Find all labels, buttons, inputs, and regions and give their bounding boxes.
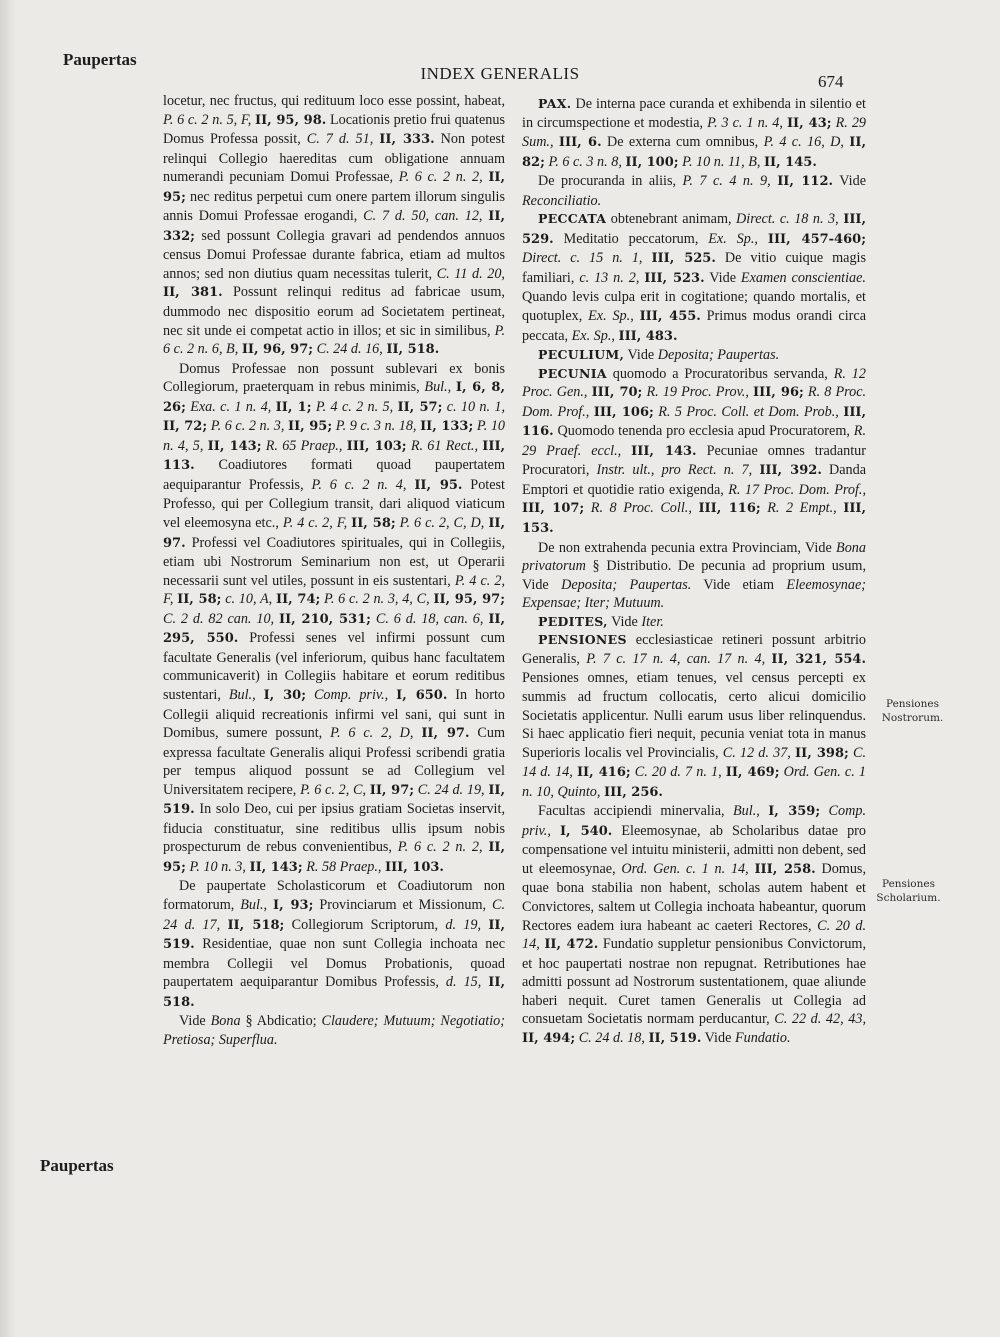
volume-reference: III, 392. [759,463,822,479]
entry-text [256,687,264,703]
citation-text: Direct. c. 15 n. 1, [522,250,643,267]
volume-reference: II, 112. [777,174,834,190]
entry-text: § Abdicatio; [240,1013,322,1030]
entry-text: Danda Emptori et quotidie ratio exigenda, [522,462,867,498]
citation-text: C. 24 d. 18, [578,1029,645,1046]
entry-text: De vitio cuique magis familiari, [522,250,867,286]
volume-reference: II, 97. [421,726,470,742]
citation-text: P. 6 c. 2, D, [330,725,414,742]
index-entry-paragraph [522,365,866,539]
entry-text: De procuranda in aliis, [538,173,683,190]
citation-text: R. 61 Rect., [410,437,479,454]
entry-text: Vide [833,173,866,190]
entry-text: locetur, nec fructus, qui redituum loco esse possint, habeat, [163,93,505,109]
citation-text: P. 6 c. 2 n. 5, F, [163,111,252,128]
citation-text: Comp. priv., [522,803,866,839]
citation-text: Deposita; Paupertas. [561,576,692,593]
entry-text: Coadiutores formati quoad paupertatem aequiparantur Professis, [163,457,505,493]
volume-reference: III, 113. [163,438,506,474]
volume-reference: I, 30; [263,687,307,703]
citation-text: Bul., [228,686,256,703]
running-foot-left: Paupertas [40,1156,114,1175]
citation-text: P. 4 c. 2, F, [282,515,348,532]
volume-reference: II, 72; [163,419,208,435]
citation-text: Bul., [240,896,268,913]
entry-text: ecclesiasticae retineri possunt arbitrio Generalis, [522,632,866,667]
citation-text: P. 6 c. 2 n. 6, B, [163,322,505,358]
index-headword: PECCATA [538,211,607,227]
volume-reference: II, 416; [576,765,631,781]
margin-note-line: Pensiones [881,878,935,890]
entry-text: Vide [701,1029,735,1046]
citation-text: C. 6 d. 18, can. 6, [375,610,484,627]
volume-reference: II, 96, 97; [241,342,314,358]
volume-reference: II, 519. [648,1030,702,1046]
volume-reference: II, 321, 554. [771,651,866,667]
binding-shadow [0,0,16,1337]
volume-reference: III, 153. [522,501,867,537]
citation-text: P. 6 c. 2 n. 2, [397,839,483,856]
entry-text: Meditatio peccatorum, [553,230,709,247]
margin-note-line: Nostrorum. [881,712,944,724]
volume-reference: III, 457-460; [767,231,866,247]
citation-text: C. 24 d. 19, [417,781,485,798]
margin-note-pensiones-scholarium [866,877,951,905]
citation-text: C. 24 d. 16, [316,341,383,358]
entry-text: Collegiorum Scriptorum, [284,916,446,933]
volume-reference: III, 116. [522,404,867,440]
volume-reference: III, 96; [753,385,804,401]
citation-text: C. 11 d. 20, [436,265,505,282]
citation-text: Eleemosynae; Expensae; Iter; Mutuum. [522,576,866,612]
entry-text [551,823,560,839]
index-entry-paragraph [163,360,505,878]
citation-text: Bul., [733,803,760,820]
volume-reference: III, 523. [644,270,705,286]
citation-text: c. 10, A, [225,591,273,608]
volume-reference: II, 95. [414,477,463,493]
margin-note-line: Scholarium. [876,892,941,904]
volume-reference: III, 103; [346,438,407,454]
entry-text: § Distributio. De pecunia ad proprium usum, Vide [522,558,866,593]
volume-reference: III, 455. [639,309,701,325]
index-entry-paragraph [522,613,866,632]
citation-text: R. 29 Sum., [522,114,867,151]
index-entry-paragraph [522,631,866,802]
entry-text: Vide [607,613,642,630]
citation-text: R. 5 Proc. Coll. et Dom. Prob., [658,403,839,420]
volume-reference: II, 494; [522,1030,576,1046]
citation-text: d. 19, [445,916,482,933]
citation-text: R. 8 Proc. Coll., [590,500,692,517]
entry-text [388,687,396,703]
entry-text: De externa cum omnibus, [601,134,764,151]
citation-text: P. 6 c. 3 n. 8, [548,153,622,170]
index-headword: PEDITES, [538,613,608,629]
entry-text: De non extrahenda pecunia extra Provinciam, Vide [538,539,837,556]
volume-reference: I, 359; [768,804,821,820]
entry-text: obtenebrant animam, [606,211,737,228]
entry-text: Quomodo tenenda pro ecclesia apud Procuratorem, [553,423,854,440]
volume-reference: II, 518. [386,342,440,358]
index-entry-paragraph [522,802,866,1048]
volume-reference: I, 540. [559,823,613,839]
citation-text: C. 14 d. 14, [522,744,867,781]
volume-reference: III, 70; [591,385,643,401]
citation-text: P. 7 c. 4 n. 9, [682,173,771,190]
citation-text: C. 7 d. 51, [306,131,374,148]
volume-reference: III, 256. [603,784,663,800]
volume-reference: II, 1; [275,399,312,415]
volume-reference: III, 483. [618,328,678,344]
entry-text: Vide etiam [691,576,787,593]
volume-reference: II, 133; [420,419,474,435]
citation-text: Bona [210,1013,241,1030]
volume-reference: II, 58; [177,592,222,608]
volume-reference: II, 95, 97; [433,592,506,608]
entry-text: Quando levis culpa erit in cogitatione; quando mortalis, et quotuplex, [522,289,866,325]
citation-text: C. 20 d. 14, [522,917,867,953]
citation-text: Instr. ult., pro Rect. n. 7, [596,462,753,479]
entry-text: In solo Deo, cui per ipsius gratiam Societas inservit, fiducia constituatur, sine reditibus ullis ipsum nobis prospecturum de rebus convenientibus, [163,801,505,856]
volume-reference: II, 295, 550. [163,611,506,647]
entry-text: Locationis pretio frui quatenus Domus Professa possit, [163,111,506,148]
citation-text: Fundatio. [734,1029,791,1046]
volume-reference: III, 525. [651,251,716,267]
volume-reference: III, 258. [754,861,816,877]
entry-text [758,231,768,247]
citation-text: P. 6 c. 2 n. 3, 4, C, [324,591,430,608]
citation-text: R. 8 Proc. Dom. Prof., [522,384,867,420]
volume-reference: II, 95; [287,419,333,435]
index-entry-paragraph [163,92,505,360]
volume-reference: I, 650. [396,687,448,703]
entry-text: Domus, quae bona stabilia non habent, scholas autem habent et Convictores, saltem ut Collegia inchoata habeantur, quorum Rectores eadem iura habeant ac caeteri Rectores, [522,860,866,934]
volume-reference: II, 58; [351,516,396,532]
entry-text: De paupertate Scholasticorum et Coadiutorum non formatorum, [163,878,505,913]
volume-reference: II, 95; [163,840,506,875]
volume-reference: III, 529. [522,212,867,247]
citation-text: P. 4 c. 2 n. 5, [315,398,394,415]
index-entry-paragraph [522,539,866,613]
volume-reference: III, 106; [593,404,654,420]
volume-reference: III, 143. [631,443,697,459]
citation-text: R. 12 Proc. Gen., [522,365,866,401]
volume-reference: II, 519. [163,782,506,818]
citation-text: Bul., [424,379,452,396]
citation-text: Examen conscientiae. [740,269,866,286]
entry-text [306,687,314,703]
entry-text: Professi vel Coadiutores spirituales, qui in Collegiis, etiam ubi Nostrorum Seminarium non est, ut Operarii necessarii sunt vel utiles, possunt in eis sustentari, [163,534,505,589]
citation-text: R. 2 Empt., [767,500,837,517]
citation-text: C. 22 d. 42, 43, [774,1011,866,1028]
margin-note-pensiones-nostrorum [870,697,955,725]
citation-text: P. 6 c. 2 n. 4, [311,476,407,493]
citation-text: R. 65 Praep., [265,437,343,454]
volume-reference: II, 518. [163,975,505,1010]
volume-reference: II, 100; [625,154,679,170]
margin-note-line: Pensiones [885,698,939,710]
index-entry-paragraph [522,95,866,172]
entry-text: Pecuniae omnes tradantur Procuratori, [522,442,867,479]
entry-text [621,443,631,459]
entry-text: Possunt relinqui reditus ad fabricae usum, dummodo nec dispositio eorum ad Societatem pertineat, nec sit unde ei competat actio in illos; et sic in similibus, [163,284,505,339]
volume-reference: I, 93; [272,897,314,913]
citation-text: R. 58 Praep., [306,858,382,875]
page-number: 674 [818,72,844,91]
citation-text: Direct. c. 18 n. 3, [736,211,839,228]
entry-text: Fundatio suppletur pensionibus Convictorum, et hoc paupertati nostrae non repugnat. Retributiones hae admitti possunt ad Nostrorum sustentationem, quae aliunde haberi nequit. Curet tamen Generalis ut Collegia ad consuetam Societatis normam perducantur, [522,936,866,1028]
citation-text: P. 7 c. 17 n. 4, can. 17 n. 4, [586,650,766,667]
volume-reference: II, 82; [522,135,866,170]
citation-text: P. 9 c. 3 n. 18, [335,418,417,435]
index-entry-paragraph [522,172,866,210]
volume-reference: II, 143; [249,859,303,875]
citation-text: P. 6 c. 2, C, [300,781,366,798]
volume-reference: II, 95, 98. [255,112,327,128]
entry-text: Potest Professo, qui per Collegium transit, dari aliquod viaticum vel eleemosyna etc., [163,476,505,532]
volume-reference: III, 6. [558,135,602,151]
volume-reference: II, 97. [163,516,506,551]
volume-reference: II, 333. [379,132,435,148]
index-entry-paragraph [522,210,866,346]
volume-reference: II, 95; [163,170,506,205]
entry-text: Provinciarum et Missionum, [313,896,493,913]
entry-text: Residentiae, quae non sunt Collegia inchoata nec membra Collegii vel Domus Probationis, quoad paupertatem aequiparantur Domibus Professis, [163,936,505,991]
right-column [522,95,866,1048]
volume-reference: II, 519. [163,917,506,953]
entry-text: Vide [624,347,658,364]
index-entry-paragraph [163,1012,505,1049]
citation-text: Ex. Sp., [588,308,634,325]
citation-text: P. 6 c. 2 n. 2, [398,169,483,186]
entry-text: nec reditus perpetui cum onere partem illorum singulis annis Domui Professae erogandi, [163,188,505,225]
entry-text: In horto Collegii aliquid recreationis infirmi vel sani, qui sunt in Domibus, sumere possunt, [163,686,505,742]
citation-text: Exa. c. 1 n. 4, [190,398,272,415]
index-entry-paragraph [163,877,505,1012]
volume-reference: II, 145. [763,154,817,170]
index-headword: PAX. [538,96,572,111]
volume-reference: II, 74; [275,592,321,608]
index-entry-paragraph [522,346,866,365]
citation-text: P. 10 n. 4, 5, [163,418,506,454]
index-headword: PENSIONES [538,632,627,648]
running-head-left: Paupertas [63,50,137,69]
entry-text: Domus Professae non possunt sublevari ex bonis Collegiorum, praeterquam in rebus minimis, [163,360,505,396]
citation-text: c. 10 n. 1, [446,398,506,415]
citation-text: Ord. Gen. c. 1 n. 14, [621,860,749,877]
volume-reference: II, 381. [163,285,223,301]
entry-text: Professi senes vel infirmi possunt cum facultate Generalis (vel inferiorum, quibus hanc facultatem communicaverit) in Collegiis habitare et eorum reditibus sustentari, [163,630,505,703]
volume-reference: III, 116; [698,501,761,517]
citation-text: d. 15, [445,974,482,991]
citation-text: R. 17 Proc. Dom. Prof., [728,481,866,498]
citation-text: R. 19 Proc. Prov., [646,384,749,401]
citation-text: P. 6 c. 2, C, D, [399,515,485,532]
page-title: INDEX GENERALIS [420,64,580,83]
entry-text [820,803,828,819]
citation-text: P. 4 c. 16, D, [763,134,844,151]
entry-text: Cum expressa facultate Generalis aliqui Professi scribendi gratia per tempus aliquod possunt se ad Collegium vel Universitatem recipere, [163,725,505,798]
citation-text: Deposita; Paupertas. [657,347,780,364]
volume-reference: II, 97; [369,782,415,798]
entry-text: sed possunt Collegia gravari ad pendendos annuos census Domui Professae durante fabrica, etiam ad multos annos; sed non diutius quam necessitas tulerit, [163,227,505,282]
index-headword: PECULIUM, [538,347,625,363]
volume-reference: II, 43; [786,115,832,131]
volume-reference: II, 210, 531; [278,611,371,627]
entry-text: quomodo a Procuratoribus servanda, [606,365,834,382]
entry-text: Primus modus orandi circa peccata, [522,308,866,344]
citation-text: P. 10 n. 3, [189,858,246,875]
volume-reference: II, 57; [397,399,443,415]
entry-text: Vide [704,269,741,286]
entry-text: Pensiones omnes, etiam tenues, vel census percepti ex summis ad fructum collocatis, certo alicui domicilio Societatis applicentur. Nulli earum usus liber relinquendus. Si haec applicatio fieri nequit, pecunia veniat tota in manus Superioris localis vel Provincialis, [522,670,866,761]
citation-text: Comp. priv., [313,686,389,703]
citation-text: Iter. [641,613,664,630]
citation-text: C. 20 d. 7 n. 1, [634,764,722,781]
citation-text: Ex. Sp., [708,230,758,247]
index-headword: PECUNIA [538,365,607,381]
entry-text: Eleemosynae, ab Scholaribus datae pro compensatione vel intuitu ministerii, admitti non debent, sed ut eleemosynae, [522,822,866,877]
entry-text: De interna pace curanda et exhibenda in silentio et in circumspectione et modestia, [522,96,866,131]
citation-text: Bona privatorum [522,539,866,575]
entry-text: Vide [179,1013,211,1030]
volume-reference: II, 469; [725,765,780,781]
citation-text: P. 4 c. 2, F, [163,572,505,608]
volume-reference: II, 143; [207,438,262,454]
citation-text: Ex. Sp., [571,327,615,344]
citation-text: Ord. Gen. c. 1 n. 10, Quinto, [522,764,866,800]
citation-text: C. 12 d. 37, [722,744,791,761]
volume-reference: III, 103. [385,859,444,875]
citation-text: C. 24 d. 17, [163,896,506,933]
entry-text: Facultas accipiendi minervalia, [538,803,733,820]
volume-reference: II, 472. [544,937,599,953]
volume-reference: I, 6, 8, 26; [163,380,505,415]
citation-text: P. 6 c. 2 n. 3, [210,418,285,435]
volume-reference: II, 332; [163,209,505,244]
citation-text: c. 13 n. 2, [579,269,640,286]
entry-text [760,803,768,819]
citation-text: P. 10 n. 11, B, [682,153,761,170]
left-column [163,92,505,1049]
citation-text: Reconciliatio. [522,192,602,209]
volume-reference: III, 107; [522,501,585,517]
entry-text: Non potest relinqui Collegio haereditas cum obligatione annuam numerandi pecuniam Domui Professae, [163,131,505,186]
citation-text: Claudere; Mutuum; Negotiatio; Pretiosa; Superflua. [163,1013,505,1048]
citation-text: R. 29 Praef. eccl., [522,423,866,459]
volume-reference: II, 518; [227,917,285,933]
citation-text: C. 7 d. 50, can. 12, [363,208,483,225]
volume-reference: II, 398; [795,745,849,761]
citation-text: P. 3 c. 1 n. 4, [707,114,783,131]
citation-text: C. 2 d. 82 can. 10, [163,610,275,627]
